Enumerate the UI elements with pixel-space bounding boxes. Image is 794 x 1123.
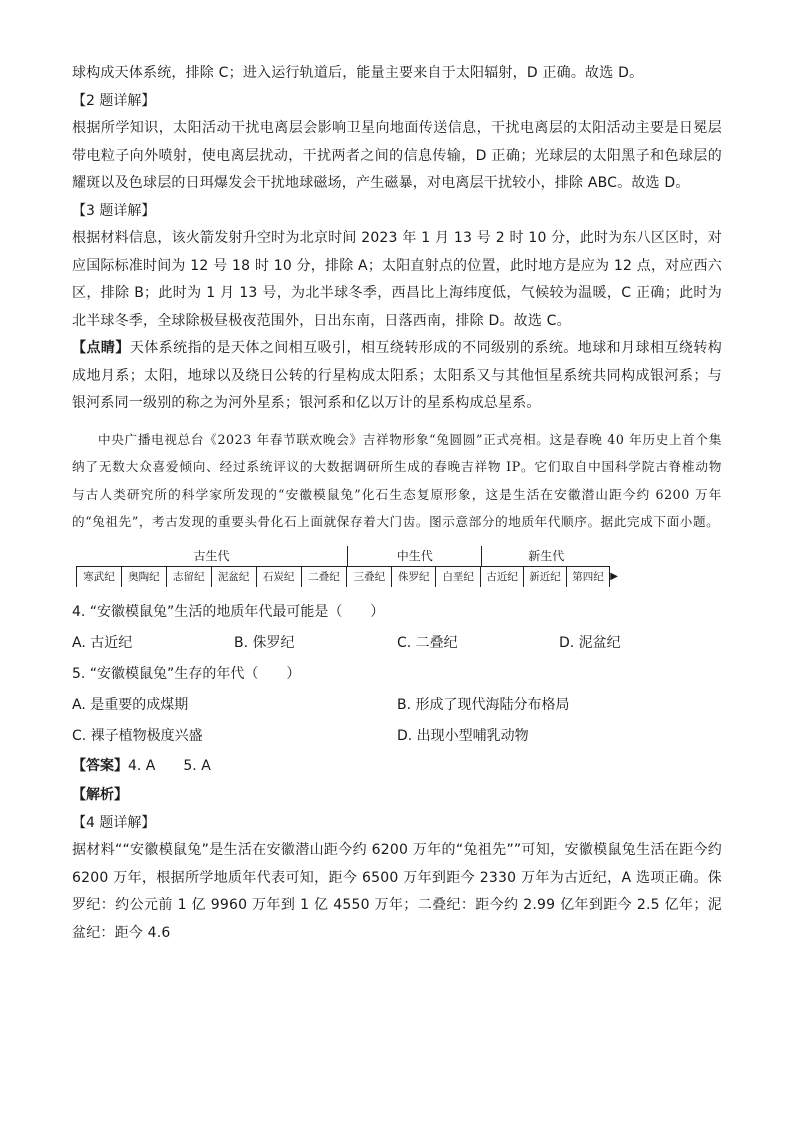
answer-label: 【答案】 — [72, 757, 128, 774]
q5-option-a: A. 是重要的成煤期 — [72, 696, 189, 713]
answer-line — [72, 752, 722, 781]
period-devonian: 泥盆纪 — [212, 567, 257, 587]
key-point-label: 【点睛】 — [72, 340, 130, 356]
era-mesozoic: 中生代 — [348, 546, 483, 566]
key-point-text: 天体系统指的是天体之间相互吸引，相互绕转形成的不同级别的系统。地球和月球相互绕转构成地月系；太阳，地球以及绕日公转的行星构成太阳系；太阳系又与其他恒星系统共同构成银河系；与银河系同一级别的称之为河外星系；银河系和亿以万计的星系构成总星系。 — [72, 340, 722, 411]
period-ordovician: 奥陶纪 — [122, 567, 167, 587]
period-jurassic: 侏罗纪 — [392, 567, 436, 587]
q5-option-b: B. 形成了现代海陆分布格局 — [397, 696, 570, 713]
document-page — [72, 60, 722, 947]
q4-option-d: D. 泥盆纪 — [559, 634, 621, 651]
geologic-timeline — [76, 546, 618, 587]
period-paleogene: 古近纪 — [481, 567, 524, 587]
period-silurian: 志留纪 — [167, 567, 212, 587]
arrow-right-icon: ▶ — [610, 570, 618, 582]
heading-q4-detail: 【4 题详解】 — [72, 814, 156, 831]
paragraph-q4-detail: 据材料““安徽模鼠兔”是生活在安徽潜山距今约 6200 万年的“兔祖先””可知，安徽模鼠兔生活在距今约 6200 万年，根据所学地质年代表可知，距今 6500 万年到距今 2330 万年为古近纪，A 选项正确。侏罗纪：约公元前 1 亿 9960 万年到 1 亿 4550 万年；二叠纪：距今约 2.99 亿年到距今 2.5 亿年；泥盆纪：距今 4.6 — [72, 842, 722, 941]
question-5-options-row2 — [72, 721, 722, 752]
question-5-stem: 5. “安徽模鼠兔”生存的年代（ ） — [72, 665, 301, 682]
material-intro: 中央广播电视总台《2023 年春节联欢晚会》吉祥物形象“兔圆圆”正式亮相。这是春晚 40 年历史上首个集纳了无数大众喜爱倾向、经过系统评议的大数据调研所生成的春晚吉祥物 IP。它们取自中国科学院古脊椎动物与古人类研究所的科学家所发现的“安徽模鼠兔”化石生态复原形象，这是生活在安徽潜山距今约 6200 万年的“兔祖先”，考古发现的重要头骨化石上面就保存着大门齿。图示意部分的地质年代顺序。据此完成下面小题。 — [72, 431, 722, 529]
period-neogene: 新近纪 — [524, 567, 567, 587]
analysis-label: 【解析】 — [72, 786, 128, 803]
q4-option-a: A. 古近纪 — [72, 634, 133, 651]
heading-q2-detail: 【2 题详解】 — [72, 92, 156, 109]
question-4-stem: 4. “安徽模鼠兔”生活的地质年代最可能是（ ） — [72, 603, 385, 620]
heading-q3-detail: 【3 题详解】 — [72, 202, 156, 219]
paragraph-q2-detail: 根据所学知识，太阳活动干扰电离层会影响卫星向地面传送信息，干扰电离层的太阳活动主要是日冕层带电粒子向外喷射，使电离层扰动，干扰两者之间的信息传输，D 正确；光球层的太阳黑子和色球层的耀斑以及色球层的日珥爆发会干扰地球磁场，产生磁暴，对电离层干扰较小，排除 ABC。故选 D。 — [72, 120, 722, 191]
timeline-periods — [76, 567, 618, 587]
answer-text: 4. A 5. A — [128, 757, 211, 774]
period-cambrian: 寒武纪 — [76, 567, 122, 587]
period-quaternary: 第四纪 — [567, 567, 610, 587]
question-5-options-row1 — [72, 690, 722, 721]
q4-option-c: C. 二叠纪 — [397, 634, 458, 651]
period-triassic: 三叠纪 — [347, 567, 392, 587]
q4-option-b: B. 侏罗纪 — [234, 634, 295, 651]
period-permian: 二叠纪 — [302, 567, 348, 587]
paragraph-key-point — [72, 335, 722, 418]
q5-option-d: D. 出现小型哺乳动物 — [397, 727, 529, 744]
timeline-eras — [76, 546, 610, 567]
q5-option-c: C. 裸子植物极度兴盛 — [72, 727, 203, 744]
era-cenozoic: 新生代 — [528, 548, 565, 563]
analysis-heading — [72, 781, 722, 810]
paragraph-q3-detail: 根据材料信息，该火箭发射升空时为北京时间 2023 年 1 月 13 号 2 时 10 分，此时为东八区区时，对应国际标准时间为 12 号 18 时 10 分，排除 A；太阳直射点的位置，此时地方是应为 12 点，对应西六区，排除 B；此时为 1 月 13 号，为北半球冬季，西昌比上海纬度低，气候较为温暖，C 正确；此时为北半球冬季，全球除极昼极夜范围外，日出东南，日落西南，排除 D。故选 C。 — [72, 230, 722, 329]
period-cretaceous: 白垩纪 — [436, 567, 481, 587]
paragraph-q1-end: 球构成天体系统，排除 C；进入运行轨道后，能量主要来自于太阳辐射，D 正确。故选 D。 — [72, 65, 644, 81]
period-carboniferous: 石炭纪 — [257, 567, 302, 587]
question-4-options — [72, 628, 722, 659]
era-paleozoic: 古生代 — [76, 546, 348, 566]
